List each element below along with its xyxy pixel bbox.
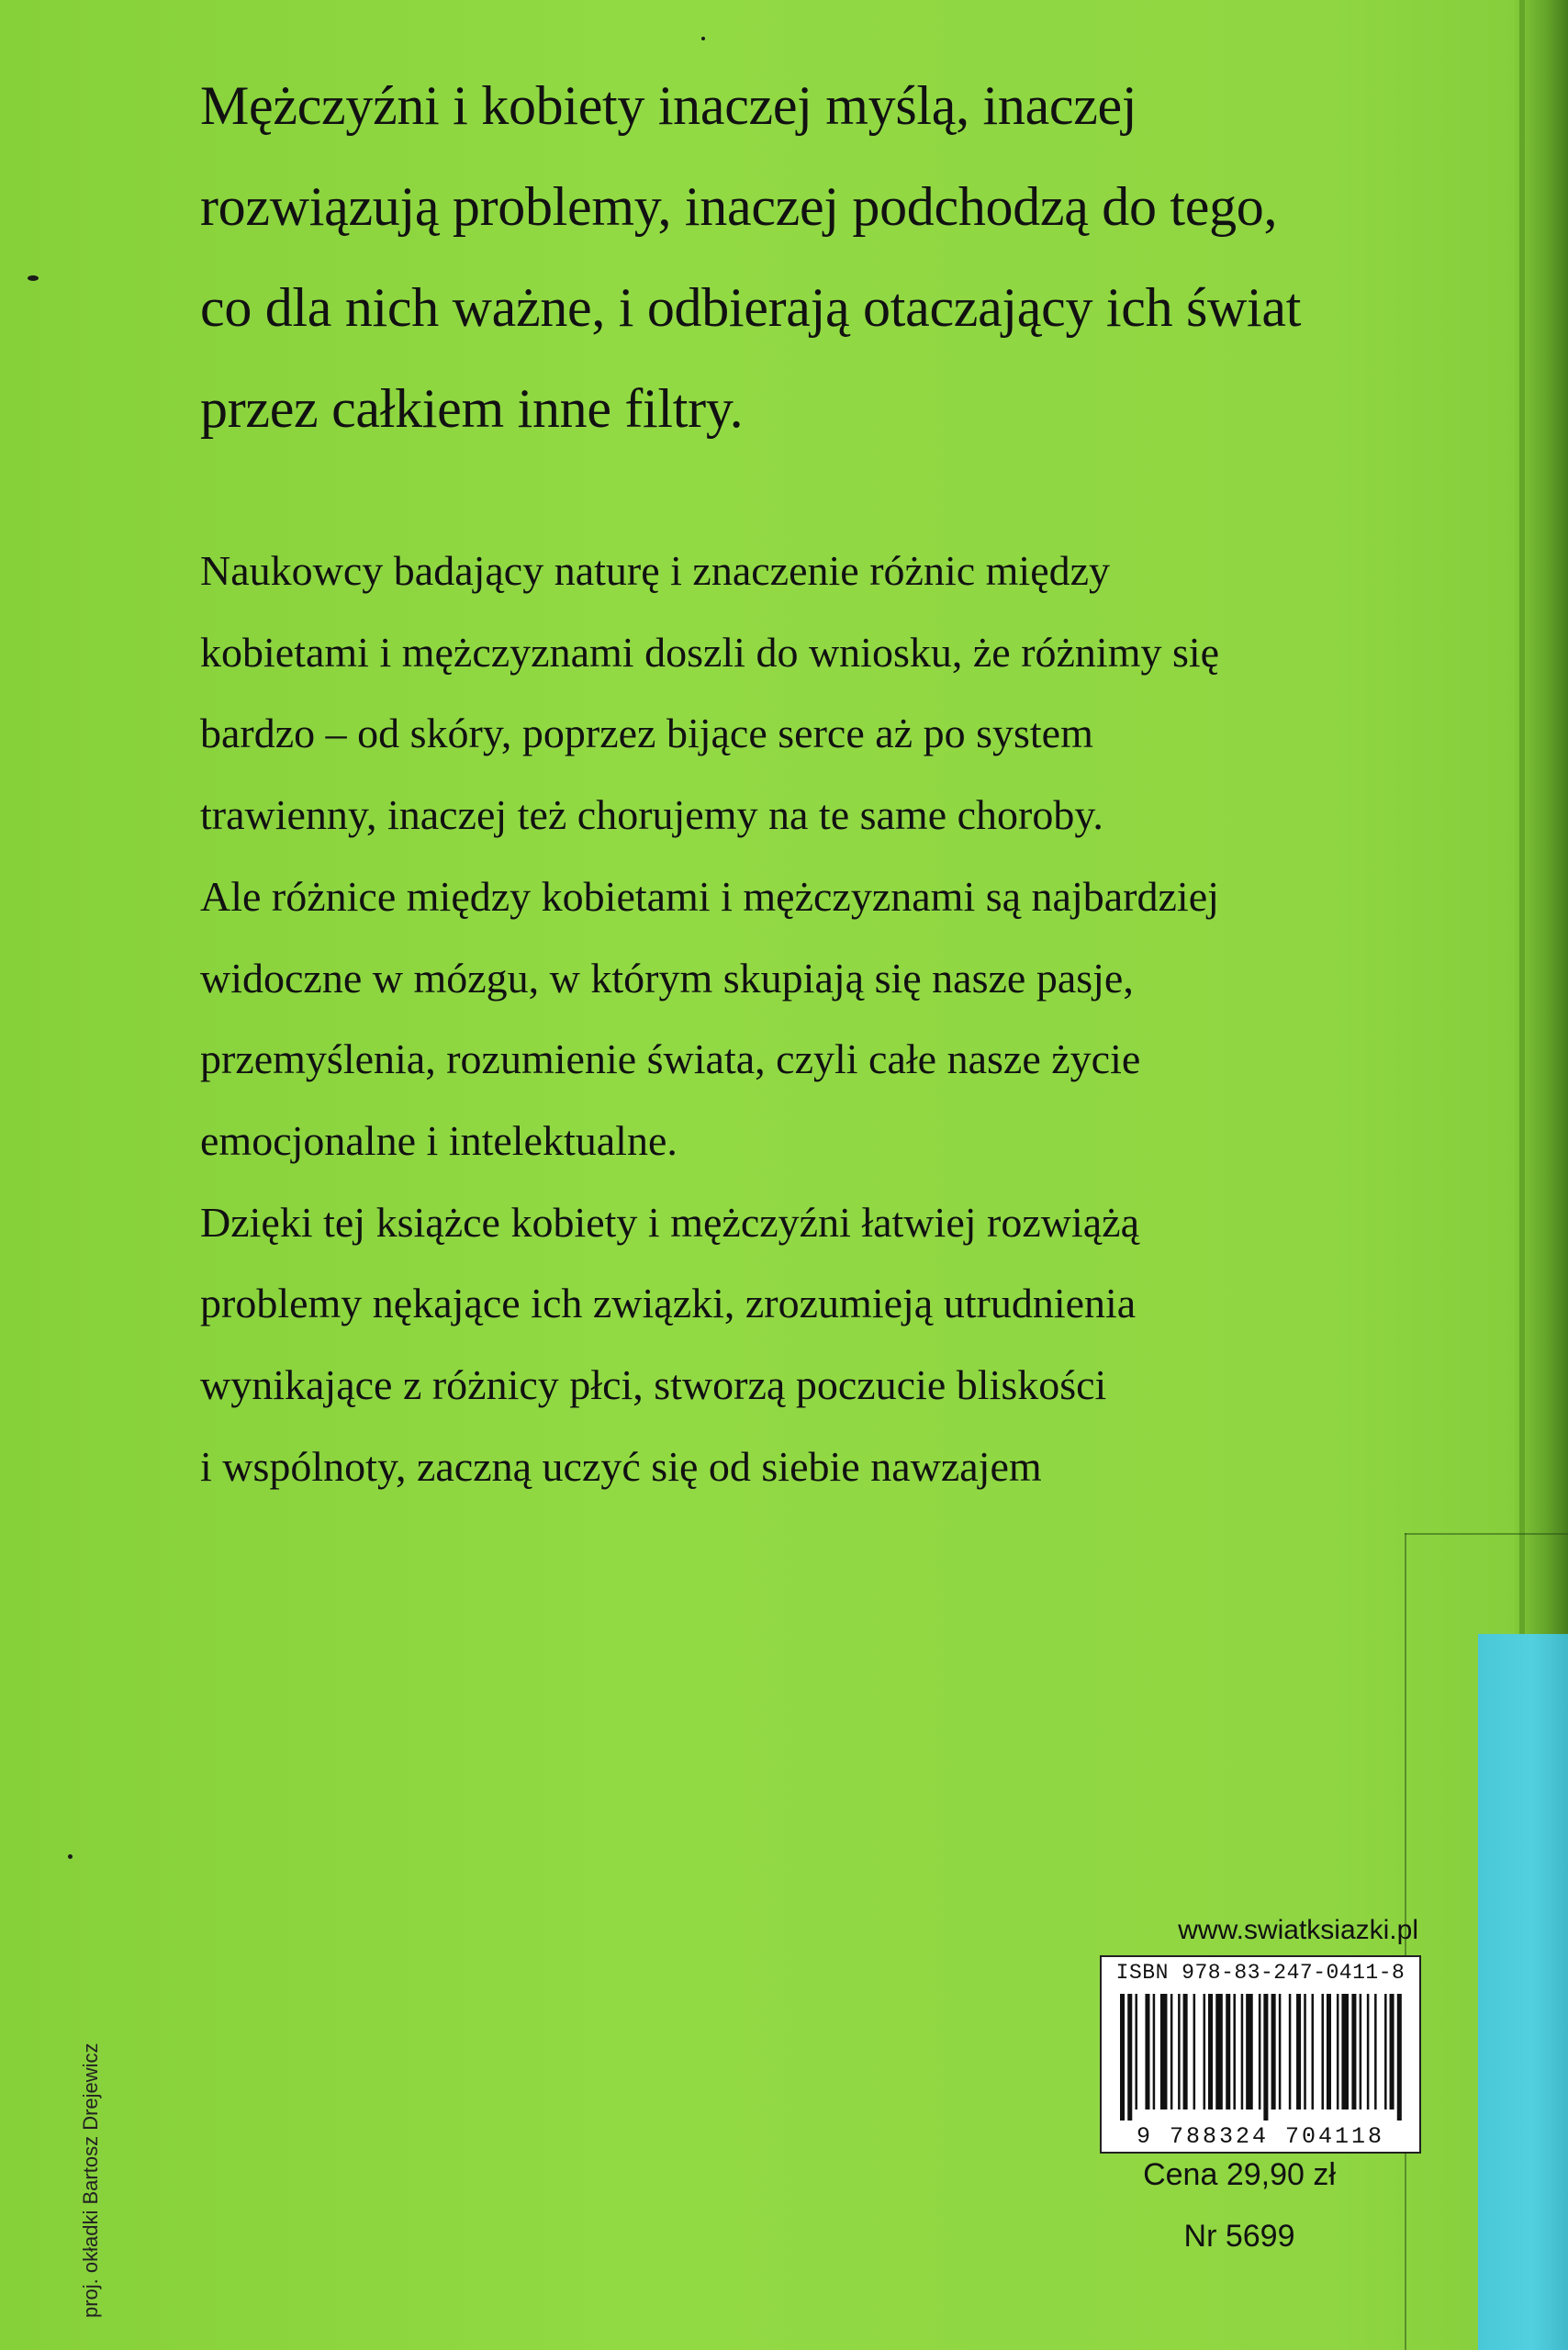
barcode-bar [1170,1994,1173,2109]
barcode-bar [1145,1994,1149,2109]
barcode-bar [1360,1994,1362,2109]
intro-line: Mężczyźni i kobiety inaczej myślą, inaczej [200,75,1137,136]
body-line: kobietami i mężczyznami doszli do wniosku, że różnimy się [200,628,1220,676]
barcode-bar [1351,1994,1356,2109]
barcode [1100,1955,1421,2154]
catalog-number: Nr 5699 [1183,2219,1295,2254]
barcode-bar [1241,1994,1244,2109]
barcode-bar [1193,1994,1196,2109]
barcode-bar [1337,1994,1339,2109]
intro-line: co dla nich ważne, i odbierają otaczający ich świat [200,277,1302,338]
body-line: i wspólnoty, zaczną uczyć się od siebie nawzajem [200,1442,1042,1490]
barcode-bar [1226,1994,1230,2109]
barcode-bar [1183,1994,1188,2109]
body-line: problemy nękające ich związki, zrozumieją utrudnienia [200,1280,1137,1327]
body-line: wynikające z różnicy płci, stworzą poczucie bliskości [200,1361,1107,1409]
barcode-bar [1321,1994,1324,2109]
barcode-bar [1204,1994,1206,2109]
speck [68,1854,73,1859]
barcode-bar [1341,1994,1349,2109]
barcode-bar [1384,1994,1387,2109]
intro-paragraph [200,55,1485,459]
barcode-bar [1160,1994,1168,2109]
barcode-bar [1327,1994,1331,2109]
price-label: Cena 29,90 zł [1143,2157,1336,2192]
barcode-bar [1397,1994,1402,2121]
intro-line: rozwiązują problemy, inaczej podchodzą do tego, [200,176,1278,237]
barcode-bar [1135,1994,1137,2109]
barcode-bar [1296,1994,1301,2109]
barcode-bar [1304,1994,1306,2109]
barcode-bar [1263,1994,1268,2121]
isbn-number: ISBN 978-83-247-0411-8 [1115,1961,1406,1985]
barcode-bar [1153,1994,1156,2109]
body-line: trawienny, inaczej też chorujemy na te same choroby. [200,791,1103,839]
sticker-edge-top [1405,1533,1568,1535]
barcode-bar [1374,1994,1377,2109]
barcode-bar [1289,1994,1292,2109]
barcode-bar [1367,1994,1370,2109]
description-paragraph [200,531,1485,1507]
body-line: Naukowcy badający naturę i znaczenie różnic między [200,547,1111,594]
speck [701,37,705,40]
barcode-bar [1120,1994,1125,2121]
barcode-bar [1246,1994,1253,2109]
body-line: Ale różnice między kobietami i mężczyznami są najbardziej [200,872,1219,920]
body-line: widoczne w mózgu, w którym skupiają się nasze pasje, [200,954,1134,1002]
body-line: przemyślenia, rozumienie świata, czyli całe nasze życie [200,1035,1141,1083]
barcode-bars [1120,1994,1405,2121]
barcode-bar [1208,1994,1213,2109]
blue-tab [1478,1634,1568,2350]
body-line: Dzięki tej książce kobiety i mężczyźni łatwiej rozwiążą [200,1198,1140,1246]
barcode-bar [1127,1994,1132,2121]
ean-number: 9 788324 704118 [1102,2123,1419,2150]
barcode-bar [1233,1994,1236,2109]
body-line: emocjonalne i intelektualne. [200,1116,678,1164]
barcode-bar [1390,1994,1394,2109]
cover-design-credit: proj. okładki Bartosz Drejewicz [79,2042,102,2318]
speck [28,275,39,281]
barcode-bar [1312,1994,1315,2109]
barcode-bar [1271,1994,1276,2109]
barcode-bar [1259,1994,1261,2109]
intro-line: przez całkiem inne filtry. [200,378,744,439]
barcode-bar [1215,1994,1223,2109]
body-line: bardzo – od skóry, poprzez bijące serce aż po system [200,710,1093,757]
barcode-bar [1178,1994,1181,2109]
barcode-bar [1279,1994,1282,2109]
publisher-website: www.swiatksiazki.pl [1178,1915,1418,1945]
